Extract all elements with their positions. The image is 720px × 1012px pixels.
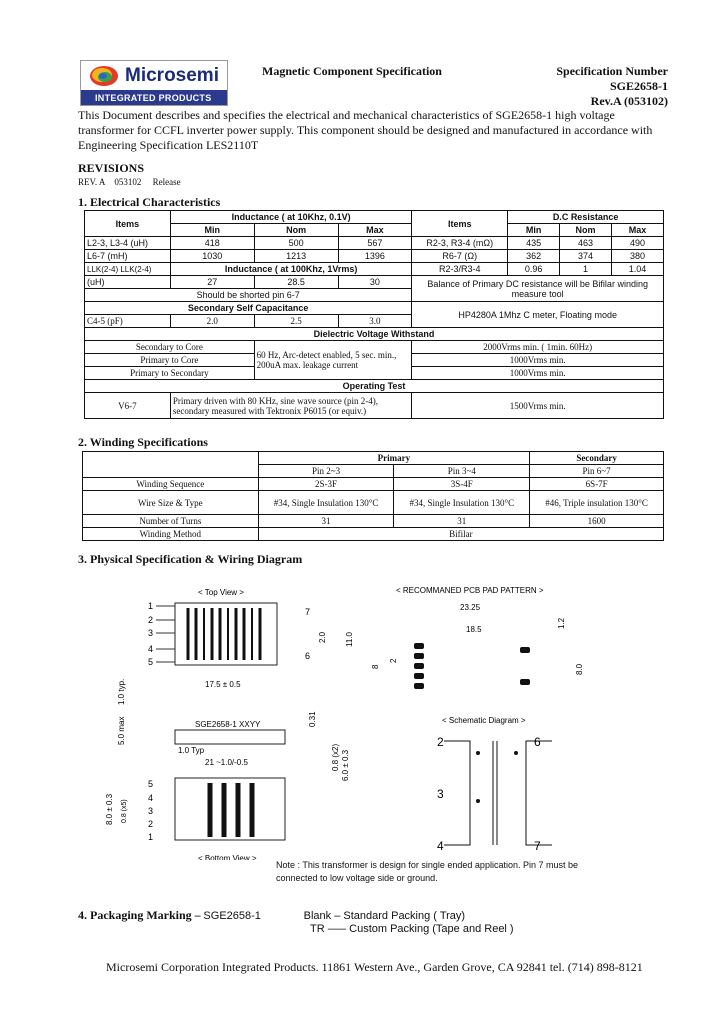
- dc-nom-header: Nom: [560, 224, 612, 237]
- rev-note: Release: [152, 177, 181, 187]
- top-view-windings: [188, 608, 260, 660]
- svg-text:7: 7: [305, 607, 311, 617]
- svg-text:8.0: 8.0: [575, 663, 584, 675]
- primary-header: Primary: [258, 452, 530, 465]
- dc-resistance-header: D.C Resistance: [508, 211, 664, 224]
- nom-header: Nom: [254, 224, 338, 237]
- table-row: Primary to Core 1000Vrms min.: [85, 354, 664, 367]
- table-row: Winding Sequence 2S-3F 3S-4F 6S-7F: [83, 478, 664, 491]
- pcb-pads: [414, 643, 530, 689]
- section2-title: 2. Winding Specifications: [78, 435, 208, 449]
- svg-text:4: 4: [437, 839, 444, 853]
- svg-text:11.0: 11.0: [345, 632, 354, 647]
- logo-name: Microsemi: [125, 65, 219, 86]
- svg-text:7: 7: [534, 839, 541, 853]
- spec-number: SGE2658-1: [609, 79, 668, 93]
- svg-text:21 ~1.0/-0.5: 21 ~1.0/-0.5: [205, 758, 248, 767]
- side-view-body: [175, 730, 285, 744]
- svg-text:6.0 ± 0.3: 6.0 ± 0.3: [341, 749, 350, 781]
- svg-text:3: 3: [148, 806, 154, 816]
- intro-paragraph: This Document describes and specifies the electrical and mechanical characteristics of SGE2658-1 high voltage transformer for CCFL inverter power supply. This component should be designed and manufactured in accordance with Engineering Specification LES2110T: [78, 108, 653, 152]
- table-row: (uH) 27 28.5 30 Balance of Primary DC resistance will be Bifilar winding measure tool: [85, 276, 664, 289]
- svg-text:23.25: 23.25: [460, 603, 481, 612]
- section4-title: 4. Packaging Marking –: [78, 908, 201, 922]
- items-header: Items: [85, 211, 171, 237]
- svg-text:6: 6: [534, 735, 541, 749]
- svg-text:6: 6: [305, 651, 311, 661]
- svg-text:1: 1: [148, 601, 154, 611]
- table-row: Primary to Secondary 1000Vrms min.: [85, 367, 664, 380]
- balance-note: Balance of Primary DC resistance will be Bifilar winding measure tool: [412, 276, 664, 302]
- bottom-view-body: [175, 778, 285, 840]
- revision: Rev.A (053102): [590, 94, 668, 108]
- company-logo: [80, 60, 228, 106]
- secondary-header: Secondary: [530, 452, 664, 465]
- svg-text:0.8 (x5): 0.8 (x5): [121, 799, 128, 823]
- top-view-body: [175, 603, 277, 665]
- table-row: Dielectric Voltage Withstand: [85, 328, 664, 341]
- svg-text:2: 2: [437, 735, 444, 749]
- doc-title: Magnetic Component Specification: [262, 64, 442, 78]
- packaging-block: [78, 908, 465, 923]
- spec-block: [556, 64, 668, 109]
- table-row: L6-7 (mH) 1030 1213 1396 R6-7 (Ω) 362 374 380: [85, 250, 664, 263]
- winding-table: Primary Secondary Pin 2~3 Pin 3~4 Pin 6~7 Winding Sequence 2S-3F 3S-4F 6S-7F Wire Size & Type #34, Single Insulation 130°C #34, Single Insulation 130°C #46, Triple insulation 130°C Number of Turns 31 31 1600 Winding Method Bifilar: [82, 451, 664, 541]
- pcb-title: < RECOMMANED PCB PAD PATTERN >: [396, 586, 544, 595]
- svg-text:8.0 ± 0.3: 8.0 ± 0.3: [105, 793, 114, 825]
- svg-text:2: 2: [389, 658, 398, 663]
- table-row: Number of Turns 31 31 1600: [83, 515, 664, 528]
- revision-entry: [78, 177, 181, 187]
- svg-text:1.2: 1.2: [557, 617, 566, 629]
- table-row: Secondary Self Capacitance HP4280A 1Mhz C meter, Floating mode: [85, 302, 664, 315]
- svg-text:4: 4: [148, 644, 154, 654]
- svg-text:0.31: 0.31: [308, 711, 317, 727]
- svg-text:2.0: 2.0: [318, 631, 327, 643]
- table-row: Wire Size & Type #34, Single Insulation 130°C #34, Single Insulation 130°C #46, Triple insulation 130°C: [83, 491, 664, 515]
- svg-text:5: 5: [148, 657, 154, 667]
- svg-text:5.0 max: 5.0 max: [117, 716, 126, 745]
- svg-text:3: 3: [437, 787, 444, 801]
- dc-min-header: Min: [508, 224, 560, 237]
- table-row: Winding Method Bifilar: [83, 528, 664, 541]
- dc-max-header: Max: [612, 224, 664, 237]
- physical-diagram: [100, 575, 620, 860]
- footer: Microsemi Corporation Integrated Products. 11861 Western Ave., Garden Grove, CA 92841 tel. (714) 898-8121: [106, 960, 643, 974]
- svg-text:1: 1: [148, 832, 154, 842]
- svg-text:17.5 ± 0.5: 17.5 ± 0.5: [205, 680, 241, 689]
- logo-subtitle: INTEGRATED PRODUCTS: [81, 90, 227, 105]
- table-row: C4-5 (pF) 2.0 2.5 3.0: [85, 315, 664, 328]
- table-row: Operating Test: [85, 380, 664, 393]
- part-marking: SGE2658-1 XXYY: [195, 720, 261, 729]
- schematic-title: < Schematic Diagram >: [442, 716, 526, 725]
- svg-text:8: 8: [371, 664, 380, 669]
- design-note: Note : This transformer is design for single ended application. Pin 7 must be connected to low voltage side or ground.: [276, 860, 578, 883]
- table-row: V6-7 Primary driven with 80 KHz, sine wave source (pin 2-4), secondary measured with Tektronix P6015 (or equiv.) 1500Vrms min.: [85, 393, 664, 419]
- svg-text:1.0 typ.: 1.0 typ.: [117, 678, 126, 705]
- spec-label: Specification Number: [556, 64, 668, 78]
- revisions-title: REVISIONS: [78, 161, 145, 175]
- max-header: Max: [338, 224, 412, 237]
- table-row: Should be shorted pin 6-7: [85, 289, 664, 302]
- table-row: Secondary to Core 60 Hz, Arc-detect enabled, 5 sec. min., 200uA max. leakage current 2000Vrms min. ( 1min. 60Hz): [85, 341, 664, 354]
- section3-title: 3. Physical Specification & Wiring Diagram: [78, 552, 303, 566]
- table-row: LLK(2-4) LLK(2-4) Inductance ( at 100Khz, 1Vrms) R2-3/R3-4 0.96 1 1.04: [85, 263, 664, 276]
- electrical-table: [84, 210, 664, 419]
- min-header: Min: [170, 224, 254, 237]
- svg-text:4: 4: [148, 793, 154, 803]
- svg-text:5: 5: [148, 779, 154, 789]
- rev-date: 053102: [114, 177, 142, 187]
- svg-text:2: 2: [148, 819, 154, 829]
- packaging-tr: TR ––– Custom Packing (Tape and Reel ): [310, 923, 514, 935]
- svg-text:1.0 Typ: 1.0 Typ: [178, 746, 205, 755]
- bottom-view-label: < Bottom View >: [198, 854, 257, 860]
- logo-swirl-icon: [87, 62, 121, 90]
- inductance-header: Inductance ( at 10Khz, 0.1V): [170, 211, 412, 224]
- packaging-blank: Blank – Standard Packing ( Tray): [303, 910, 466, 922]
- schematic-transformer: [444, 741, 552, 845]
- bottom-view-windings: [210, 783, 252, 837]
- top-view-label: < Top View >: [198, 588, 244, 597]
- svg-text:0.8 (x2): 0.8 (x2): [331, 743, 340, 771]
- svg-text:2: 2: [148, 615, 154, 625]
- top-view-pins: [156, 606, 175, 662]
- svg-text:3: 3: [148, 628, 154, 638]
- svg-text:18.5: 18.5: [466, 625, 482, 634]
- dc-items-header: Items: [412, 211, 508, 237]
- rev-code: REV. A: [78, 177, 106, 187]
- table-row: L2-3, L3-4 (uH) 418 500 567 R2-3, R3-4 (mΩ) 435 463 490: [85, 237, 664, 250]
- packaging-part: SGE2658-1: [203, 910, 261, 922]
- section1-title: 1. Electrical Characteristics: [78, 195, 221, 209]
